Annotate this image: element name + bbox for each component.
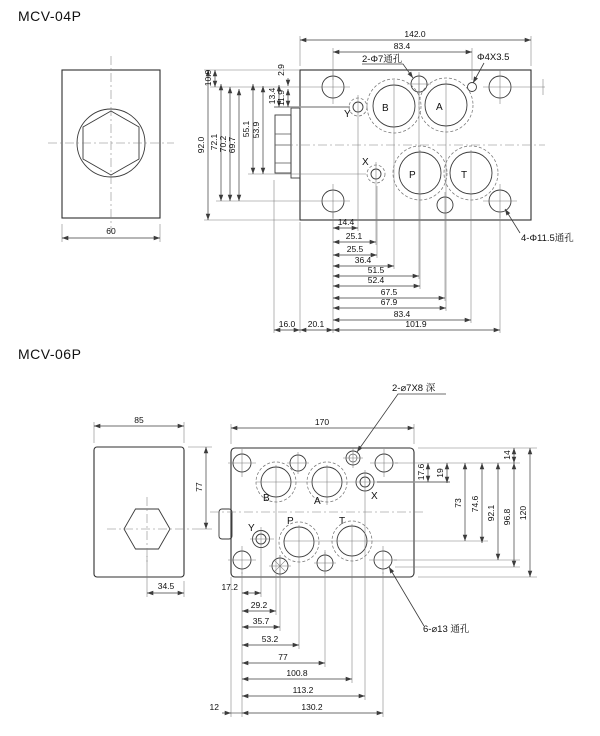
port-x-label: X <box>371 491 378 502</box>
mcv06p-mounting-holes <box>228 449 398 574</box>
mcv04p-small-hole <box>468 83 477 92</box>
dim-20-1: 20.1 <box>307 319 325 329</box>
dim-113-2: 113.2 <box>292 685 314 695</box>
callout-6-phi13: 6-⌀13 通孔 <box>423 624 470 635</box>
dim-12: 12 <box>209 702 219 712</box>
mcv06p-drawing <box>18 346 537 717</box>
dim-130-2: 130.2 <box>301 702 323 712</box>
port-t-label: T <box>339 516 346 527</box>
dim-96-8: 96.8 <box>502 508 512 526</box>
dim-73: 73 <box>453 498 463 508</box>
mcv06p-side-height-dim: 77 <box>194 482 204 492</box>
mcv06p-front-view <box>210 383 537 717</box>
dim-51-5: 51.5 <box>367 265 385 275</box>
dim-14: 14 <box>502 450 512 460</box>
dim-25-1: 25.1 <box>345 231 363 241</box>
dim-19: 19 <box>435 468 445 478</box>
mcv06p-title: MCV-06P <box>18 346 82 362</box>
dim-17-6: 17.6 <box>416 463 426 481</box>
port-x-label: X <box>362 157 369 168</box>
port-b-label: B <box>382 103 389 114</box>
port-p-label: P <box>409 170 416 181</box>
mcv04p-side-width-dim: 60 <box>106 226 116 236</box>
dim-100-8: 100.8 <box>286 668 308 678</box>
dim-83-top: 83.4 <box>393 41 411 51</box>
dim-53-9: 53.9 <box>251 121 261 139</box>
dim-55-1: 55.1 <box>241 120 251 138</box>
dim-2-9: 2.9 <box>276 64 286 76</box>
dim-101-9: 101.9 <box>405 319 427 329</box>
dim-35-7: 35.7 <box>252 616 270 626</box>
dim-67-9: 67.9 <box>380 297 398 307</box>
mcv06p-hex-dim: 34.5 <box>157 581 175 591</box>
callout-2-phi7: 2-Φ7通孔 <box>362 54 403 65</box>
dim-10-9: 10.9 <box>203 69 213 87</box>
dim-142: 142.0 <box>404 29 426 39</box>
dim-25-5: 25.5 <box>346 244 364 254</box>
mcv04p-ports <box>344 78 498 200</box>
dim-70-2: 70.2 <box>218 135 228 153</box>
callout-4-phi11-5: 4-Φ11.5通孔 <box>521 233 574 244</box>
dim-92: 92.0 <box>196 136 206 154</box>
dim-29-2: 29.2 <box>250 600 268 610</box>
callout-phi4: Φ4X3.5 <box>477 52 510 63</box>
dim-36-4: 36.4 <box>354 255 372 265</box>
dim-16-0: 16.0 <box>278 319 296 329</box>
mcv04p-drawing <box>18 8 574 333</box>
dim-74-6: 74.6 <box>470 495 480 513</box>
dim-120: 120 <box>518 505 528 521</box>
dim-72-1: 72.1 <box>209 133 219 151</box>
port-p-label: P <box>287 516 294 527</box>
port-a-label: A <box>314 496 321 507</box>
mcv04p-side-view <box>48 56 174 242</box>
mcv06p-side-view <box>94 415 212 597</box>
dim-13-4: 13.4 <box>267 87 277 105</box>
dim-17-2: 17.2 <box>221 582 238 592</box>
dim-67-5: 67.5 <box>380 287 398 297</box>
mcv06p-side-width-dim: 85 <box>134 415 144 425</box>
mcv04p-front-view <box>196 29 574 333</box>
dim-170: 170 <box>314 417 330 427</box>
dim-77: 77 <box>278 652 288 662</box>
port-t-label: T <box>461 170 468 181</box>
dim-69-7: 69.7 <box>227 136 237 154</box>
port-y-label: Y <box>248 523 255 534</box>
port-b-label: B <box>263 493 270 504</box>
dim-92-1: 92.1 <box>486 504 496 522</box>
dim-83-4: 83.4 <box>393 309 411 319</box>
dim-14-4: 14.4 <box>337 217 355 227</box>
callout-2-phi7x8: 2-⌀7X8 深 <box>392 383 436 394</box>
port-y-label: Y <box>344 109 351 120</box>
mcv04p-mounting-holes <box>316 70 545 218</box>
dim-11-9: 11.9 <box>276 90 286 106</box>
dim-52-4: 52.4 <box>367 275 385 285</box>
port-a-label: A <box>436 102 443 113</box>
dim-53-2: 53.2 <box>261 634 279 644</box>
mcv04p-title: MCV-04P <box>18 8 82 24</box>
